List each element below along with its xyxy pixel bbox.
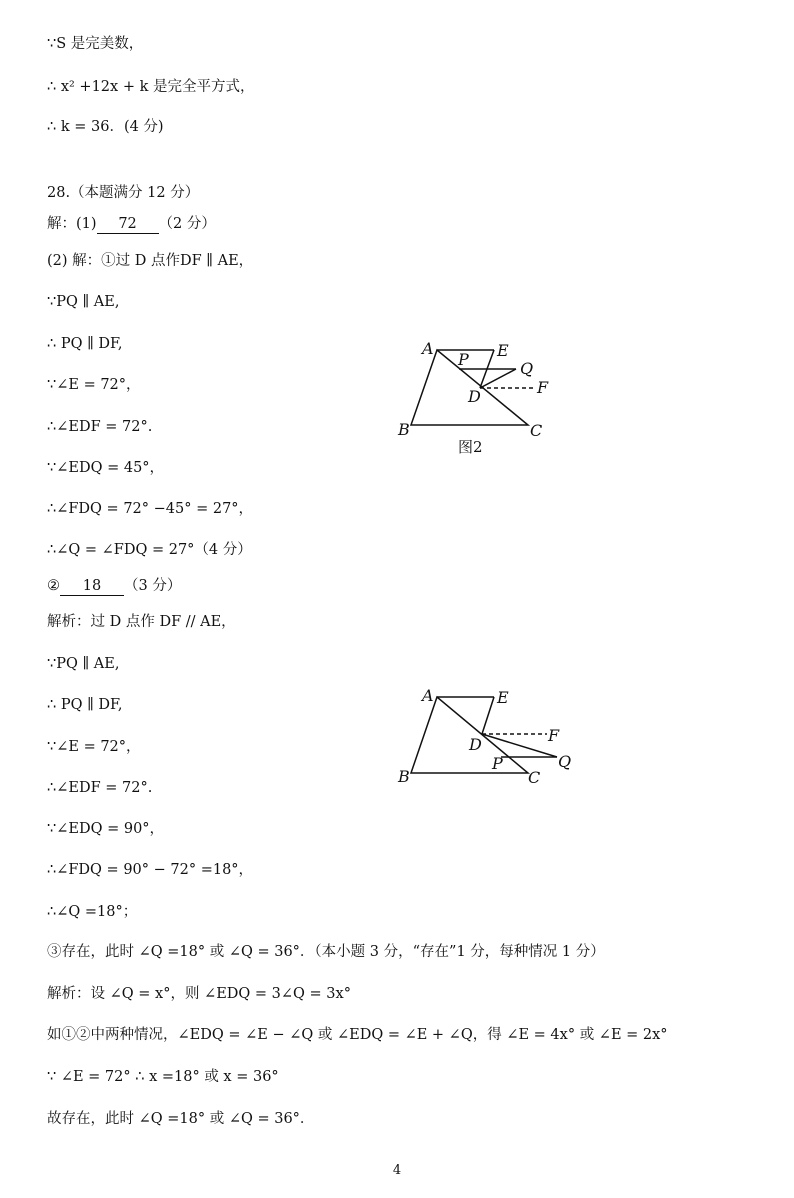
line-15: 解析：过 D 点作 DF // AE，	[47, 614, 236, 630]
line-1: ∵S 是完美数，	[47, 36, 144, 52]
answer-2-blank: 18	[60, 578, 124, 596]
line-26: ∵ ∠E = 72° ∴ x =18° 或 x = 36°	[47, 1069, 279, 1085]
fig2-label-e: E	[497, 688, 509, 707]
fig2-label-a: A	[422, 686, 434, 705]
line-2: ∴ x² +12x + k 是完全平方式，	[47, 79, 255, 95]
fig2-label-f: F	[548, 726, 560, 745]
line-18: ∵∠E = 72°，	[47, 739, 141, 755]
line-21: ∴∠FDQ = 90° − 72° =18°，	[47, 862, 254, 878]
answer-1-blank: 72	[97, 216, 159, 234]
line-6: (2) 解：①过 D 点作DF ∥ AE，	[47, 253, 254, 269]
line-12: ∴∠FDQ = 72° −45° = 27°，	[47, 501, 254, 517]
fig2-label-c: C	[528, 768, 541, 787]
line-9: ∵∠E = 72°，	[47, 377, 141, 393]
fig1-label-c: C	[530, 421, 543, 440]
fig1-label-b: B	[398, 420, 410, 439]
fig1-label-e: E	[497, 341, 509, 360]
page-number: 4	[392, 1163, 402, 1178]
answer-1-suffix: （2 分）	[158, 216, 216, 232]
fig2-segment-ed	[482, 697, 494, 734]
fig1-label-a: A	[422, 339, 434, 358]
line-22: ∴∠Q =18°；	[47, 904, 138, 920]
line-8: ∴ PQ ∥ DF,	[47, 336, 123, 352]
line-11: ∵∠EDQ = 45°，	[47, 460, 165, 476]
line-27: 故存在，此时 ∠Q =18° 或 ∠Q = 36°．	[47, 1111, 315, 1127]
answer-1-prefix: 解：(1)	[47, 216, 97, 232]
fig1-caption: 图2	[458, 438, 483, 456]
fig2-label-b: B	[398, 767, 410, 786]
line-13: ∴∠Q = ∠FDQ = 27°（4 分）	[47, 542, 252, 558]
answer-2-suffix: （3 分）	[124, 578, 182, 594]
fig2-label-p: P	[492, 754, 503, 773]
fig1-label-q: Q	[520, 359, 534, 378]
line-20: ∵∠EDQ = 90°，	[47, 821, 165, 837]
fig1-label-p: P	[458, 350, 469, 369]
line-24: 解析：设 ∠Q = x°，则 ∠EDQ = 3∠Q = 3x°	[47, 986, 351, 1002]
line-19: ∴∠EDF = 72°.	[47, 780, 153, 796]
line-23: ③存在，此时 ∠Q =18° 或 ∠Q = 36°．（本小题 3 分，“存在”1 分，每种情况 1 分）	[47, 944, 605, 960]
line-17: ∴ PQ ∥ DF,	[47, 697, 123, 713]
line-25: 如①②中两种情况，∠EDQ = ∠E − ∠Q 或 ∠EDQ = ∠E + ∠Q，得 ∠E = 4x° 或 ∠E = 2x°	[47, 1027, 668, 1043]
fig2-label-q: Q	[558, 752, 572, 771]
line-3: ∴ k = 36．(4 分)	[47, 119, 164, 135]
fig2-label-d: D	[469, 735, 482, 754]
fig1-label-d: D	[468, 387, 481, 406]
answer-2-prefix: ②	[47, 578, 60, 594]
line-16: ∵PQ ∥ AE,	[47, 656, 120, 672]
fig1-label-f: F	[537, 378, 549, 397]
line-10: ∴∠EDF = 72°.	[47, 419, 153, 435]
line-7: ∵PQ ∥ AE,	[47, 294, 120, 310]
question-28-heading: 28.（本题满分 12 分）	[47, 185, 200, 201]
